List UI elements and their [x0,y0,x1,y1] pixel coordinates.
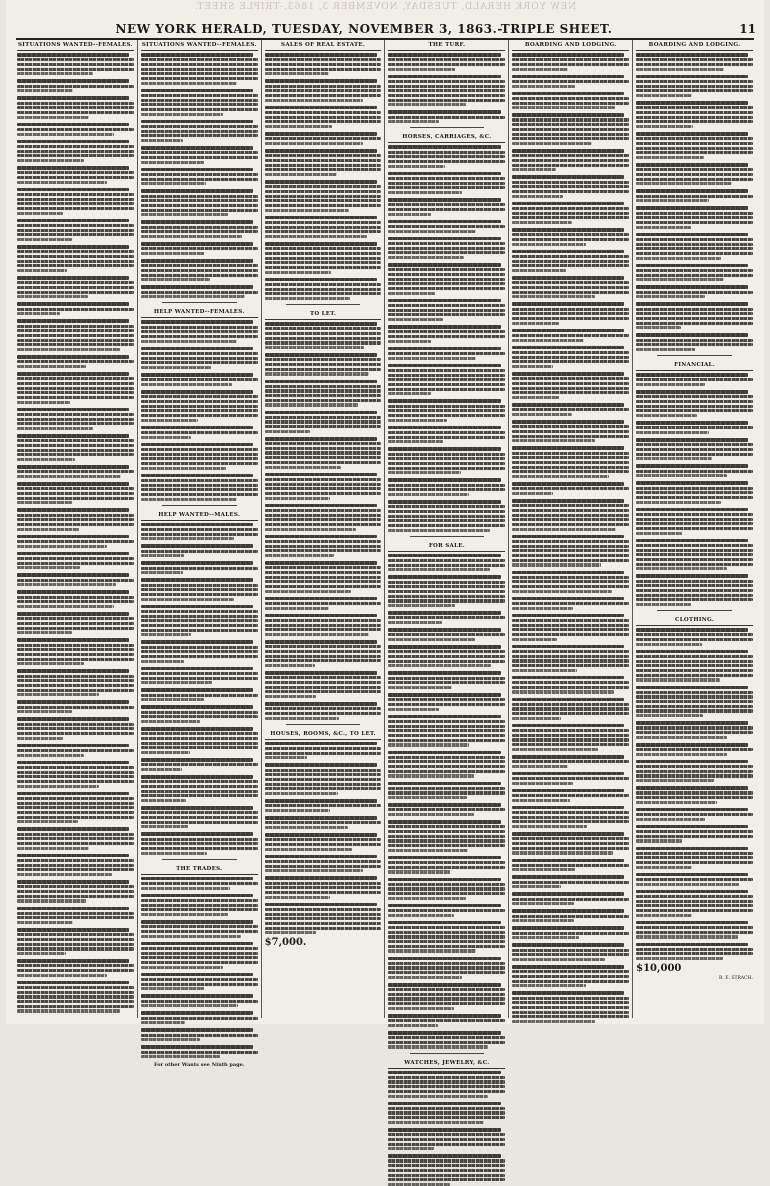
classified-ad [388,299,505,321]
classified-ad [636,233,753,260]
column-1 [14,40,138,1018]
classified-ad [17,959,134,977]
classified-ad [17,907,134,925]
classified-ad [388,820,505,852]
classified-ad [141,578,258,600]
classified-ad [265,833,382,851]
classified-ad [141,920,258,938]
classified-ad [636,650,753,682]
classified-ad [141,727,258,754]
section-heading: THE TRADES. [141,864,258,875]
classified-ad [636,206,753,228]
classified-ad [388,172,505,194]
classified-ad [512,676,629,694]
classified-ad [17,482,134,504]
classified-ad [17,245,134,272]
classified-ad [141,443,258,470]
classified-ad [512,250,629,272]
classified-ad [636,890,753,917]
classified-ad [388,1014,505,1027]
classified-ad [141,120,258,142]
classified-ad [512,403,629,416]
classified-ad [512,875,629,888]
classified-ad [17,508,134,530]
section-heading: HELP WANTED--FEMALES. [141,307,258,318]
highlight-figure: $7,000. [264,937,307,949]
classified-ad [388,904,505,917]
classified-ad [265,671,382,698]
page-number: 11 [739,22,756,36]
classified-ad [17,669,134,696]
classified-ad [636,333,753,351]
classified-ad [512,302,629,324]
classified-ad [17,792,134,824]
classified-ad [141,640,258,662]
classified-ad [512,113,629,145]
classified-ad [636,163,753,185]
classified-ad [17,276,134,298]
classified-ad [265,53,382,75]
column-footer-note: For other Wants see Ninth page. [153,1062,245,1069]
classified-ad [636,508,753,535]
classified-ad [636,421,753,434]
classified-ad [388,220,505,233]
classified-ad [512,372,629,399]
classified-ad [265,132,382,145]
classified-ad [141,544,258,557]
classified-ad [141,1028,258,1041]
section-divider [410,536,485,537]
classified-ad [636,539,753,571]
classified-ad [636,873,753,886]
classified-ad [388,53,505,71]
classified-ad [636,943,753,961]
section-divider [657,610,732,611]
classified-ad [141,168,258,186]
classified-ad [265,504,382,531]
classified-ad [141,390,258,422]
classified-ad [17,465,134,478]
classified-ad [17,319,134,351]
classified-ad [388,426,505,444]
classified-ad [265,437,382,469]
classified-ad [636,686,753,718]
classified-ad [512,991,629,1023]
classified-ad [265,473,382,500]
classified-ad [512,175,629,197]
classified-ad [512,724,629,751]
classified-ad [141,373,258,386]
classified-ad [388,782,505,800]
ad-signoff: R. E. STRACH. [719,976,753,982]
classified-ad [265,876,382,898]
section-divider [162,859,237,860]
classified-ad [265,322,382,349]
classified-ad [388,921,505,953]
classified-ad [512,698,629,720]
classified-ad [265,640,382,667]
classified-ad [388,500,505,532]
classified-ad [388,263,505,295]
classified-ad [17,573,134,586]
classified-ad [388,1031,505,1049]
classified-ad [17,355,134,368]
classified-ad [636,285,753,298]
section-heading: WATCHES, JEWELRY, &C. [388,1058,505,1069]
classified-ad [636,53,753,71]
classified-ad [636,75,753,97]
classified-ad [512,499,629,531]
classified-ad [512,597,629,610]
masthead-title: NEW YORK HERALD, TUESDAY, NOVEMBER 3, 1863.-TRIPLE SHEET. [115,22,613,36]
classified-ad [17,434,134,461]
classified-ad [636,743,753,756]
classified-ad [512,806,629,828]
classified-ad [388,803,505,816]
classified-ad [388,1102,505,1124]
classified-ad [388,671,505,689]
section-divider [657,355,732,356]
section-heading: SALES OF REAL ESTATE. [265,40,382,51]
classified-ad [512,943,629,961]
classified-ad [141,53,258,85]
section-heading: SITUATIONS WANTED--FEMALES. [17,40,134,51]
classified-ad [388,715,505,747]
section-divider [162,505,237,506]
classified-ad [17,981,134,1013]
classified-ad [512,772,629,785]
column-grid [14,40,756,1069]
classified-ad [265,597,382,610]
classified-ad [141,242,258,255]
classified-ad [512,149,629,171]
classified-ad [388,575,505,607]
classified-ad [388,110,505,123]
section-heading: CLOTHING. [636,615,753,626]
classified-ad [512,614,629,641]
classified-ad [636,390,753,417]
classified-ad [388,983,505,1010]
section-heading: SITUATIONS WANTED--FEMALES. [141,40,258,51]
classified-ad [388,693,505,711]
classified-ad [17,552,134,570]
classified-ad [141,877,258,890]
classified-ad [512,228,629,246]
classified-ad [388,751,505,778]
column-6 [633,40,756,1018]
section-divider [410,127,485,128]
classified-ad [265,742,382,760]
newspaper-page [6,0,764,1069]
classified-ad [17,761,134,788]
classified-ad [388,878,505,900]
classified-ad [17,590,134,608]
classified-ad [17,166,134,184]
classified-ad [17,53,134,75]
classified-ad [265,149,382,176]
classified-ad [512,755,629,768]
classified-ad [388,347,505,360]
classified-ad [17,638,134,665]
classified-ad [636,825,753,843]
highlight-figure: $10,000 [636,963,682,975]
classified-ad [512,329,629,342]
classified-ad [388,628,505,641]
classified-ad [17,700,134,713]
classified-ad [17,827,134,849]
classified-ad [265,903,382,935]
classified-ad [636,721,753,739]
classified-ad [512,53,629,71]
classified-ad [141,894,258,916]
classified-ad [388,645,505,667]
classified-ad [141,688,258,701]
classified-ad [17,535,134,548]
classified-ad [17,408,134,430]
classified-ad [388,611,505,624]
classified-ad [512,75,629,88]
classified-ad [265,380,382,407]
classified-ad [512,926,629,939]
classified-ad [141,320,258,342]
classified-ad [512,92,629,110]
section-divider [286,304,361,305]
classified-ad [512,276,629,298]
classified-ad [512,859,629,872]
classified-ad [512,892,629,905]
classified-ad [636,921,753,939]
classified-ad [141,758,258,771]
section-heading: TO LET. [265,309,382,320]
classified-ad [636,574,753,606]
classified-ad [636,132,753,159]
classified-ad [512,420,629,442]
section-heading: FOR SALE. [388,541,505,552]
classified-ad [141,146,258,164]
classified-ad [141,259,258,281]
classified-ad [141,285,258,298]
classified-ad [141,220,258,238]
classified-ad [17,302,134,315]
section-heading: BOARDING AND LODGING. [512,40,629,51]
classified-ad [512,535,629,567]
classified-ad [636,302,753,329]
classified-ad [17,79,134,92]
classified-ad [17,717,134,739]
classified-ad [17,123,134,136]
classified-ad [17,744,134,757]
classified-ad [141,994,258,1007]
classified-ad [388,325,505,343]
classified-ad [636,786,753,804]
classified-ad [265,816,382,829]
classified-ad [141,832,258,854]
bleed-through-text: NEW YORK HERALD, TUESDAY, NOVEMBER 3, 1863.-TRIPLE SHEET. [193,2,577,12]
classified-ad [636,264,753,282]
classified-ad [388,237,505,259]
section-divider [162,302,237,303]
classified-ad [17,928,134,955]
classified-ad [636,438,753,460]
classified-ad [265,561,382,593]
classified-ad [512,645,629,672]
classified-ad [17,612,134,634]
classified-ad [512,446,629,478]
classified-ad [265,535,382,557]
column-4 [385,40,509,1066]
classified-ad [512,832,629,854]
classified-ad [141,605,258,637]
classified-ad [17,219,134,241]
classified-ad [265,216,382,238]
classified-ad [388,1071,505,1098]
classified-ad [265,614,382,636]
classified-ad [265,763,382,795]
classified-ad [636,101,753,128]
classified-ad [265,411,382,433]
classified-ad [141,667,258,685]
classified-ad [512,789,629,802]
classified-ad [141,426,258,439]
classified-ad [141,973,258,991]
classified-ad [388,447,505,474]
classified-ad [141,561,258,574]
classified-ad [265,79,382,101]
classified-ad [636,189,753,202]
classified-ad [141,523,258,541]
classified-ad [141,806,258,828]
classified-ad [388,957,505,979]
classified-ad [265,353,382,375]
column-2 [138,40,262,1069]
section-heading: HOUSES, ROOMS, &C., TO LET. [265,729,382,740]
classified-ad [265,799,382,812]
masthead [12,22,756,36]
classified-ad [512,909,629,922]
classified-ad [141,89,258,116]
section-heading: HORSES, CARRIAGES, &C. [388,132,505,143]
classified-ad [636,464,753,477]
classified-ad [265,855,382,873]
classified-ad [512,202,629,224]
classified-ad [265,180,382,212]
classified-ad [512,571,629,593]
classified-ad [636,628,753,646]
classified-ad [388,399,505,421]
classified-ad [265,106,382,128]
section-heading: FINANCIAL. [636,360,753,371]
classified-ad [141,942,258,969]
classified-ad [636,760,753,782]
column-5 [509,40,633,1018]
classified-ad [141,1045,258,1058]
classified-ad [17,880,134,902]
classified-ad [388,1128,505,1150]
classified-ad [636,481,753,503]
classified-ad [141,775,258,802]
section-divider [410,1053,485,1054]
classified-ad [17,188,134,215]
classified-ad [141,705,258,723]
classified-ad [388,145,505,167]
column-3 [262,40,386,1018]
classified-ad [141,1011,258,1024]
classified-ad [636,847,753,869]
section-divider [286,724,361,725]
classified-ad [17,372,134,404]
classified-ad [388,1154,505,1186]
section-heading: THE TURF. [388,40,505,51]
classified-ad [636,808,753,821]
section-heading: HELP WANTED--MALES. [141,510,258,521]
classified-ad [388,478,505,496]
classified-ad [141,189,258,216]
classified-ad [388,75,505,107]
classified-ad [265,242,382,274]
classified-ad [17,854,134,876]
classified-ad [141,474,258,501]
classified-ad [265,702,382,720]
section-heading: BOARDING AND LODGING. [636,40,753,51]
classified-ad [512,346,629,368]
classified-ad [388,856,505,874]
classified-ad [17,140,134,162]
classified-ad [265,278,382,300]
classified-ad [512,482,629,495]
classified-ad [17,96,134,118]
classified-ad [512,965,629,987]
classified-ad [388,198,505,216]
classified-ad [388,364,505,396]
classified-ad [141,347,258,369]
classified-ad [388,554,505,572]
classified-ad [636,373,753,386]
